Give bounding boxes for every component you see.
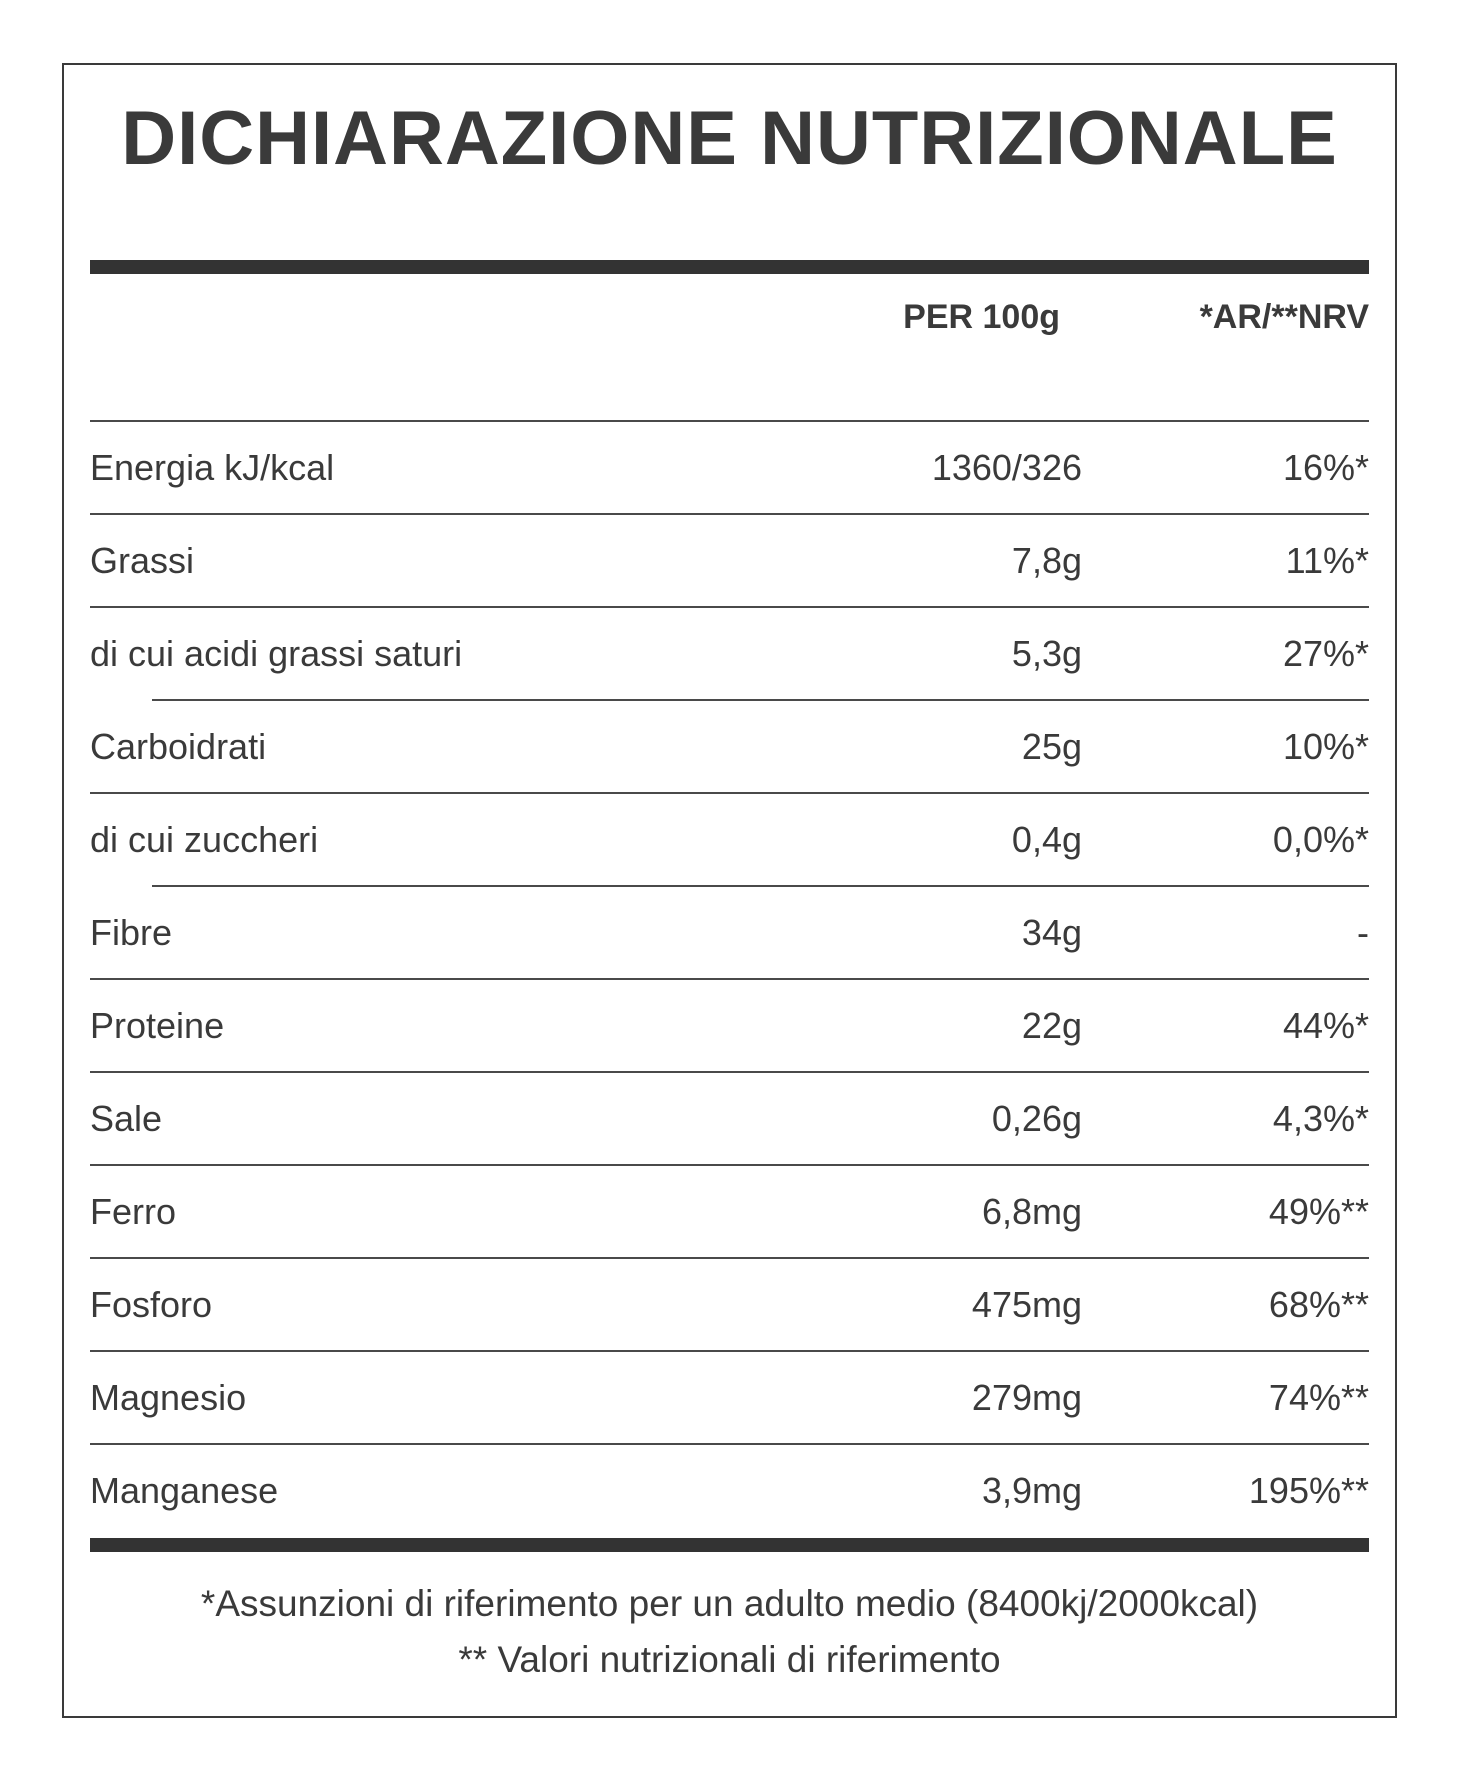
nutrition-label <box>62 63 1397 1718</box>
footnote-reference-intake: *Assunzioni di riferimento per un adulto medio (8400kj/2000kcal) <box>200 1583 1259 1624</box>
amount-value: 0,26g <box>991 1097 1082 1139</box>
nrv-value: 0,0%* <box>1272 818 1369 860</box>
amount-value: 3,9mg <box>981 1469 1082 1511</box>
amount-value: 34g <box>1021 911 1082 953</box>
amount-value: 1360/326 <box>931 446 1082 488</box>
amount-value: 475mg <box>971 1283 1082 1325</box>
amount-value: 7,8g <box>1011 539 1082 581</box>
footnotes <box>90 1576 1369 1688</box>
nutrient-label: Proteine <box>90 1004 225 1046</box>
nrv-value: 4,3%* <box>1272 1097 1369 1139</box>
nrv-value: 11%* <box>1285 539 1369 581</box>
nrv-value: - <box>1357 911 1369 953</box>
nrv-value: 44%* <box>1282 1004 1369 1046</box>
nutrient-label: Energia kJ/kcal <box>90 446 335 488</box>
nrv-value: 195%** <box>1248 1469 1369 1511</box>
nutrient-label: di cui zuccheri <box>90 818 319 860</box>
nrv-value: 68%** <box>1268 1283 1369 1325</box>
nutrient-label: Carboidrati <box>90 725 267 767</box>
nutrient-label: Magnesio <box>90 1376 247 1418</box>
nrv-value: 10%* <box>1282 725 1369 767</box>
nutrient-label: Grassi <box>90 539 195 581</box>
amount-value: 25g <box>1021 725 1082 767</box>
page-title: DICHIARAZIONE NUTRIZIONALE <box>121 96 1338 181</box>
table-row <box>90 515 1369 606</box>
table-body <box>90 422 1369 1536</box>
nutrient-label: Fosforo <box>90 1283 213 1325</box>
nutrient-label: di cui acidi grassi saturi <box>90 632 463 674</box>
nutrient-label: Fibre <box>90 911 173 953</box>
top-divider-bar <box>90 260 1369 274</box>
table-row <box>90 608 1369 699</box>
amount-value: 5,3g <box>1011 632 1082 674</box>
bottom-divider-bar <box>90 1538 1369 1552</box>
column-header-ar-nrv: *AR/**NRV <box>1199 297 1369 336</box>
table-row <box>90 1352 1369 1443</box>
table-row <box>90 422 1369 513</box>
amount-value: 0,4g <box>1011 818 1082 860</box>
amount-value: 6,8mg <box>981 1190 1082 1232</box>
nrv-value: 27%* <box>1282 632 1369 674</box>
nutrient-label: Ferro <box>90 1190 177 1232</box>
amount-value: 279mg <box>971 1376 1082 1418</box>
table-row <box>90 1259 1369 1350</box>
nrv-value: 49%** <box>1268 1190 1369 1232</box>
amount-value: 22g <box>1021 1004 1082 1046</box>
nrv-value: 16%* <box>1282 446 1369 488</box>
footnote-nrv: ** Valori nutrizionali di riferimento <box>458 1639 1001 1680</box>
table-row <box>90 1073 1369 1164</box>
nutrient-label: Sale <box>90 1097 163 1139</box>
table-row <box>90 1166 1369 1257</box>
column-header-per-100g: PER 100g <box>903 297 1060 336</box>
nutrient-label: Manganese <box>90 1469 279 1511</box>
table-row <box>90 1445 1369 1536</box>
table-row <box>90 980 1369 1071</box>
table-row <box>90 794 1369 885</box>
table-header-row <box>90 294 1369 340</box>
table-row <box>90 887 1369 978</box>
nrv-value: 74%** <box>1268 1376 1369 1418</box>
table-row <box>90 701 1369 792</box>
